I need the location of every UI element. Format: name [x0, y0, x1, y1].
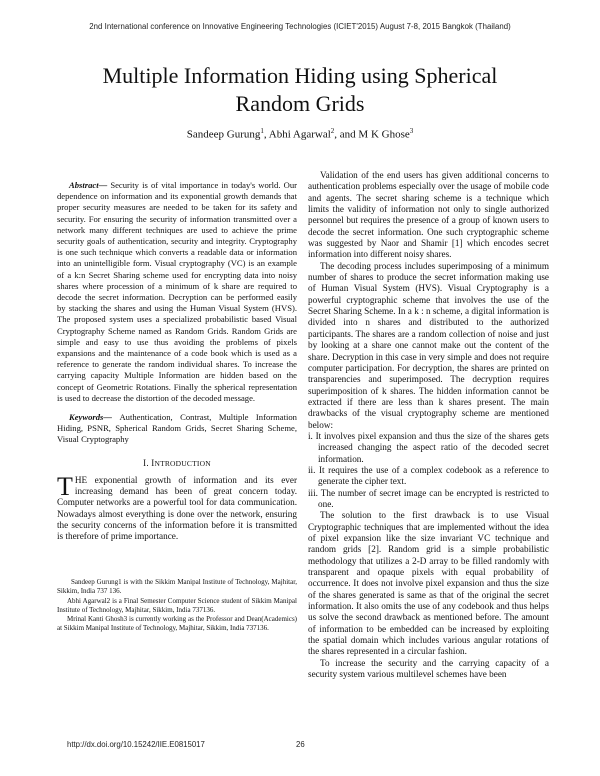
list-item [308, 465, 549, 488]
list-text: The number of secret image can be encrypted is restricted to one. [318, 487, 549, 509]
keywords [57, 412, 297, 446]
footnote-3: Mrinal Kanti Ghosh3 is currently working as the Professor and Dean(Academics) at Sikkim Manipal Institute of Technology, Majhitar, Sikkim, India 737136. [57, 615, 297, 633]
section-heading-introduction [57, 458, 297, 469]
list-text: It requires the use of a complex codebook as a reference to generate the cipher text. [318, 464, 549, 487]
author-1: Sandeep Gurung [186, 128, 261, 141]
keywords-dash: — [103, 412, 120, 423]
left-column [57, 180, 297, 543]
paragraph-3: The solution to the first drawback is to use Visual Cryptographic techniques that are implemented without the idea of pixel expansion like the size invariant VC technique and random grids [2]. Random grid is a simple probabilistic methodology that utilizes a 2-D array to be filled randomly with transparent and opaque pixels with equal probability of occurrence. It does not involve pixel expansion and thus the size of the shares generated is same as that of the original the secret information. It also omits the use of any codebook and thus helps us solve the second drawback as mentioned before. The amount of information to be embedded can be increased by exploiting the spatial domain which includes various angular rotations of the shares represented in a circular fashion. [308, 510, 549, 657]
footnote-1: Sandeep Gurung1 is with the Sikkim Manipal Institute of Technology, Majhitar, Sikkim, India 737 136. [57, 578, 297, 596]
drawbacks-list [308, 431, 549, 510]
conference-header: 2nd International conference on Innovative Engineering Technologies (ICIET'2015) August 7-8, 2015 Bangkok (Thailand) [89, 22, 511, 31]
section-title-rest: NTRODUCTION [154, 458, 211, 468]
footnote-2: Abhi Agarwal2 is a Final Semester Computer Science student of Sikkim Manipal Institute of Technology, Majhitar, Sikkim, India 737136. [57, 596, 297, 614]
abstract-label: Abstract [69, 180, 99, 190]
list-item [308, 431, 549, 465]
page-number: 26 [296, 740, 305, 749]
author-3-affil: 3 [409, 127, 414, 135]
doi-link[interactable]: http://dx.doi.org/10.15242/IIE.E0815017 [67, 740, 205, 749]
intro-text: HE exponential growth of information and its ever increasing demand has been of great concern today. Computer networks are a powerful tool for data communication. Nowadays almost everything is done over the network, ensuring the security concerns of the information before it is transmitted is therefore of prime importance. [57, 474, 297, 542]
title-line-1: Multiple Information Hiding using Spherical [102, 63, 498, 88]
title-line-2: Random Grids [235, 91, 365, 116]
abstract-text: Security is of vital importance in today's world. Our dependence on information and its exponential growth demands that proper security measures are needed to be taken for its safety and security. For ensuring the security of information transmitted over a network many different techniques are used to achieve the prime security goals of authentication, security and integrity. Cryptography is one such technique which converts a readable data or information into an unintelligible form. Visual cryptography (VC) is an example of a k:n Secret Sharing scheme used for encrypting data into noisy shares where procession of a minimum of k share are required to decode the secret information. Decryption can be performed easily by stacking the shares and using the Human Visual System (HVS). The proposed system uses a specialized probabilistic based Visual Cryptography Scheme named as Random Grids. Random Grids are simple and easy to use thus avoiding the problems of pixels expansions and the maintenance of a code book which is used as a reference to generate the random individual shares. To increase the carrying capacity Multiple Information are hidden based on the concept of Geometric Rotations. Finally the spherical representation is used to decrease the distortion of the decoded message. [57, 180, 297, 403]
section-number: I. I [143, 457, 155, 468]
author-separator: , [263, 128, 269, 141]
author-2-affil: 2 [330, 127, 335, 135]
author-separator: , and [334, 128, 359, 141]
abstract [57, 180, 297, 404]
right-column [308, 170, 549, 680]
author-2: Abhi Agarwal [268, 128, 331, 141]
keywords-label: Keywords [69, 412, 104, 423]
list-marker: i. [308, 430, 313, 441]
author-footnotes [57, 578, 297, 634]
drop-cap: T [57, 471, 73, 501]
author-3: M K Ghose [358, 128, 410, 141]
author-1-affil: 1 [260, 127, 264, 135]
keywords-text: Authentication, Contrast, Multiple Information Hiding, PSNR, Spherical Random Grids, Secret Sharing Scheme, Visual Cryptography [57, 412, 297, 445]
list-marker: ii. [308, 464, 316, 475]
author-list [60, 127, 540, 141]
list-text: It involves pixel expansion and thus the size of the shares gets increased changing the aspect ratio of the decoded secret information. [315, 430, 549, 464]
list-marker: iii. [308, 487, 318, 498]
paper-title [60, 62, 540, 118]
introduction-body [57, 471, 297, 543]
list-item [308, 488, 549, 511]
paragraph-4: To increase the security and the carrying capacity of a security system various multilevel schemes have been [308, 657, 549, 680]
paragraph-2: The decoding process includes superimposing of a minimum number of shares to produce the secret information making use of Human Visual System (HVS). Visual Cryptography is a powerful cryptographic scheme that involves the use of the Secret Sharing Scheme. In a k : n scheme, a digital information is divided into n shares and distributed to the authorized participants. The shares are a random collection of noise and just by looking at a share one cannot make out the content of the share. Decryption in this case in very simple and does not require computer participation. For decryption, the shares are printed on transparencies and superimposed. The decryption requires superimposition of k shares. The hidden information cannot be extracted if there are less than k shares present. The main drawbacks of the visual cryptography scheme are mentioned below: [308, 260, 549, 430]
abstract-dash: — [98, 180, 111, 190]
paragraph-1: Validation of the end users has given additional concerns to authentication problems especially over the usage of mobile code and agents. The secret sharing scheme is a technique which limits the validity of information not only to single authorized personnel but requires the presence of a group of known users to decode the secret information. One such cryptographic scheme was suggested by Naor and Shamir [1] which encodes secret information into different noisy shares. [308, 170, 549, 260]
